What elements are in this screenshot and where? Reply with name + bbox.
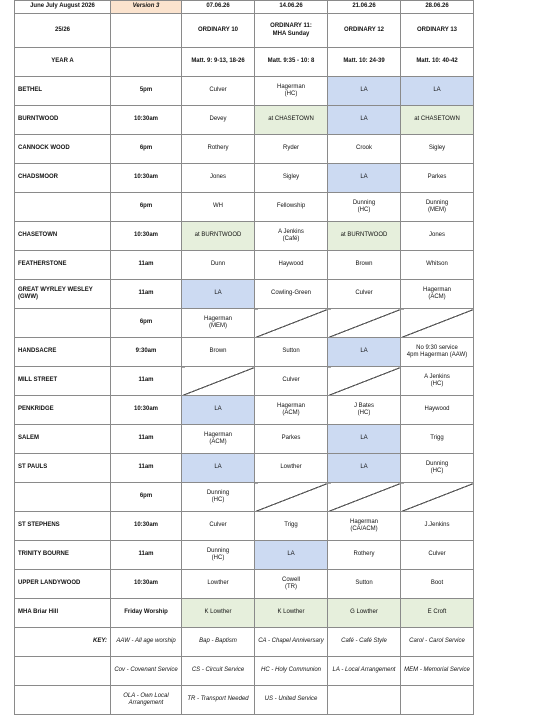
preacher-cell: Devey [182, 106, 255, 135]
service-time: 6pm [111, 309, 182, 338]
preacher-cell: Rothery [182, 135, 255, 164]
preacher-cell: J.Jenkins [401, 512, 474, 541]
service-time: 6pm [111, 193, 182, 222]
blank-cell [15, 657, 111, 686]
preacher-cell: Dunning (HC) [328, 193, 401, 222]
preacher-cell: A Jenkins (Café) [255, 222, 328, 251]
no-service-cell [255, 309, 328, 338]
reading: Matt. 10: 40-42 [401, 48, 474, 77]
key-item: TR - Transport Needed [182, 686, 255, 715]
preacher-cell: Trigg [255, 512, 328, 541]
service-row [15, 106, 474, 135]
header-row-dates [15, 1, 474, 14]
date-header: 21.06.26 [328, 1, 401, 14]
preacher-cell: Trigg [401, 425, 474, 454]
preacher-cell: Whitson [401, 251, 474, 280]
service-row [15, 280, 474, 309]
period-title: June July August 2026 [15, 1, 111, 14]
service-row [15, 570, 474, 599]
no-service-cell [401, 309, 474, 338]
key-item: AAW - All age worship [111, 628, 182, 657]
preacher-cell: K Lowther [182, 599, 255, 628]
sunday-name: ORDINARY 12 [328, 14, 401, 48]
key-item: Café - Café Style [328, 628, 401, 657]
preacher-cell: Jones [182, 164, 255, 193]
preacher-cell: Boot [401, 570, 474, 599]
no-service-cell [255, 483, 328, 512]
service-row [15, 454, 474, 483]
service-row [15, 193, 474, 222]
preacher-cell: Culver [182, 512, 255, 541]
preacher-cell: at CHASETOWN [255, 106, 328, 135]
preacher-cell: Haywood [401, 396, 474, 425]
service-row [15, 483, 474, 512]
preaching-plan-table [14, 0, 474, 715]
reading: Matt. 9:35 - 10: 8 [255, 48, 328, 77]
preaching-plan-sheet [14, 0, 473, 715]
service-time: 11am [111, 541, 182, 570]
reading: Matt. 9: 9-13, 18-26 [182, 48, 255, 77]
preacher-cell: LA [328, 338, 401, 367]
date-header: 14.06.26 [255, 1, 328, 14]
preacher-cell: Dunning (MEM) [401, 193, 474, 222]
header-row-sundays [15, 14, 474, 48]
service-row [15, 338, 474, 367]
preacher-cell: Hagerman (MEM) [182, 309, 255, 338]
key-item: HC - Holy Communion [255, 657, 328, 686]
service-time: Friday Worship [111, 599, 182, 628]
preacher-cell: Hagerman (HC) [255, 77, 328, 106]
preacher-cell: LA [328, 77, 401, 106]
preacher-cell: K Lowther [255, 599, 328, 628]
blank-cell [15, 686, 111, 715]
service-row [15, 309, 474, 338]
service-time: 10:30am [111, 106, 182, 135]
key-item [328, 686, 401, 715]
key-row [15, 657, 474, 686]
preacher-cell: Hagerman (ACM) [182, 425, 255, 454]
preacher-cell: Culver [401, 541, 474, 570]
preacher-cell: Culver [255, 367, 328, 396]
preacher-cell: Cowling-Green [255, 280, 328, 309]
preacher-cell: Haywood [255, 251, 328, 280]
preacher-cell: Parkes [255, 425, 328, 454]
preacher-cell: Sutton [328, 570, 401, 599]
church-name: UPPER LANDYWOOD [15, 570, 111, 599]
church-name: BURNTWOOD [15, 106, 111, 135]
preacher-cell: Hagerman (CA/ACM) [328, 512, 401, 541]
preacher-cell: LA [328, 454, 401, 483]
preacher-cell: WH [182, 193, 255, 222]
preacher-cell: Crook [328, 135, 401, 164]
service-row [15, 164, 474, 193]
preacher-cell: LA [401, 77, 474, 106]
preacher-cell: at BURNTWOOD [328, 222, 401, 251]
service-time: 10:30am [111, 164, 182, 193]
church-name: MILL STREET [15, 367, 111, 396]
preacher-cell: Cowell (TR) [255, 570, 328, 599]
church-name: CHASETOWN [15, 222, 111, 251]
preacher-cell: Dunning (HC) [401, 454, 474, 483]
service-time: 9:30am [111, 338, 182, 367]
sunday-name: ORDINARY 10 [182, 14, 255, 48]
preacher-cell: Rothery [328, 541, 401, 570]
preacher-cell: Lowther [182, 570, 255, 599]
no-service-cell [328, 483, 401, 512]
preacher-cell: Sutton [255, 338, 328, 367]
preacher-cell: LA [255, 541, 328, 570]
service-time: 10:30am [111, 512, 182, 541]
preacher-cell: Hagerman (ACM) [255, 396, 328, 425]
church-name: MHA Briar Hill [15, 599, 111, 628]
key-label: KEY: [15, 628, 111, 657]
church-name: FEATHERSTONE [15, 251, 111, 280]
preacher-cell: G Lowther [328, 599, 401, 628]
service-row [15, 135, 474, 164]
service-time: 11am [111, 425, 182, 454]
service-time: 11am [111, 280, 182, 309]
no-service-cell [328, 309, 401, 338]
church-name: SALEM [15, 425, 111, 454]
key-item: Carol - Carol Service [401, 628, 474, 657]
key-item: Cov - Covenant Service [111, 657, 182, 686]
preacher-cell: Ryder [255, 135, 328, 164]
preacher-cell: LA [328, 425, 401, 454]
preacher-cell: J Bates (HC) [328, 396, 401, 425]
service-time: 10:30am [111, 222, 182, 251]
service-row [15, 77, 474, 106]
no-service-cell [182, 367, 255, 396]
preacher-cell: Dunning (HC) [182, 541, 255, 570]
preacher-cell: Sigley [401, 135, 474, 164]
preacher-cell: Culver [182, 77, 255, 106]
preacher-cell: LA [182, 454, 255, 483]
service-row [15, 367, 474, 396]
service-time: 11am [111, 251, 182, 280]
service-row [15, 396, 474, 425]
sunday-name: ORDINARY 11: MHA Sunday [255, 14, 328, 48]
key-item: Bap - Baptism [182, 628, 255, 657]
no-service-cell [328, 367, 401, 396]
preacher-cell: Culver [328, 280, 401, 309]
key-item: CA - Chapel Anniversary [255, 628, 328, 657]
service-row [15, 541, 474, 570]
year-label: 25/26 [15, 14, 111, 48]
service-time: 11am [111, 454, 182, 483]
preacher-cell: Brown [328, 251, 401, 280]
key-row [15, 628, 474, 657]
key-item [401, 686, 474, 715]
preacher-cell: LA [182, 396, 255, 425]
church-name: CHADSMOOR [15, 164, 111, 193]
key-item: CS - Circuit Service [182, 657, 255, 686]
preacher-cell: Dunn [182, 251, 255, 280]
version-label: Version 3 [111, 1, 182, 14]
church-name: HANDSACRE [15, 338, 111, 367]
service-row [15, 425, 474, 454]
church-name: TRINITY BOURNE [15, 541, 111, 570]
key-row [15, 686, 474, 715]
cycle-label: YEAR A [15, 48, 111, 77]
church-name: BETHEL [15, 77, 111, 106]
sunday-name: ORDINARY 13 [401, 14, 474, 48]
service-time: 5pm [111, 77, 182, 106]
preacher-cell: LA [182, 280, 255, 309]
plan-body [15, 1, 474, 715]
key-item: OLA - Own Local Arrangement [111, 686, 182, 715]
blank-cell [111, 48, 182, 77]
church-name [15, 483, 111, 512]
service-time: 6pm [111, 483, 182, 512]
preacher-cell: Dunning (HC) [182, 483, 255, 512]
preacher-cell: A Jenkins (HC) [401, 367, 474, 396]
preacher-cell: Brown [182, 338, 255, 367]
preacher-cell: Hagerman (ACM) [401, 280, 474, 309]
preacher-cell: at BURNTWOOD [182, 222, 255, 251]
date-header: 07.06.26 [182, 1, 255, 14]
preacher-cell: E Croft [401, 599, 474, 628]
date-header: 28.06.26 [401, 1, 474, 14]
blank-cell [111, 14, 182, 48]
church-name [15, 309, 111, 338]
church-name: PENKRIDGE [15, 396, 111, 425]
service-row [15, 599, 474, 628]
church-name [15, 193, 111, 222]
service-row [15, 512, 474, 541]
preacher-cell: LA [328, 164, 401, 193]
reading: Matt. 10: 24-39 [328, 48, 401, 77]
key-item: US - United Service [255, 686, 328, 715]
key-item: MEM - Memorial Service [401, 657, 474, 686]
service-row [15, 222, 474, 251]
preacher-cell: No 9:30 service 4pm Hagerman (AAW) [401, 338, 474, 367]
no-service-cell [401, 483, 474, 512]
preacher-cell: at CHASETOWN [401, 106, 474, 135]
service-row [15, 251, 474, 280]
church-name: ST STEPHENS [15, 512, 111, 541]
church-name: ST PAULS [15, 454, 111, 483]
key-item: LA - Local Arrangement [328, 657, 401, 686]
preacher-cell: Parkes [401, 164, 474, 193]
preacher-cell: LA [328, 106, 401, 135]
preacher-cell: Fellowship [255, 193, 328, 222]
service-time: 6pm [111, 135, 182, 164]
service-time: 10:30am [111, 570, 182, 599]
preacher-cell: Sigley [255, 164, 328, 193]
church-name: CANNOCK WOOD [15, 135, 111, 164]
header-row-readings [15, 48, 474, 77]
church-name: GREAT WYRLEY WESLEY (GWW) [15, 280, 111, 309]
preacher-cell: Jones [401, 222, 474, 251]
service-time: 11am [111, 367, 182, 396]
preacher-cell: Lowther [255, 454, 328, 483]
service-time: 10:30am [111, 396, 182, 425]
